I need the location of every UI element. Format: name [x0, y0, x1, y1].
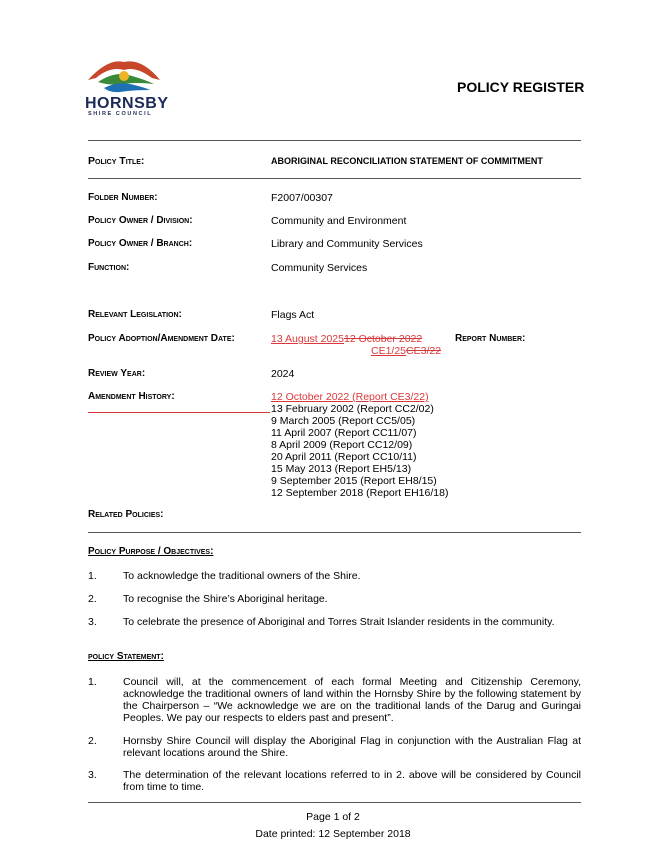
report-number [371, 345, 441, 357]
statement-num: 3. [88, 769, 97, 781]
statement-text: The determination of the relevant locations referred to in 2. above will be considered by Council from time to time. [123, 769, 581, 793]
policy-title-label: Policy Title: [88, 155, 145, 167]
legislation-value: Flags Act [271, 309, 315, 321]
council-logo [84, 56, 169, 118]
logo-name: HORNSBY [85, 95, 169, 112]
statement-heading: policy Statement: [88, 651, 164, 662]
history-list [271, 403, 448, 499]
rule-related [88, 532, 581, 533]
report-new: CE1/25 [371, 345, 407, 357]
page-number: Page 1 of 2 [306, 811, 360, 823]
related-label: Related Policies: [88, 509, 164, 520]
division-label: Policy Owner / Division: [88, 215, 193, 226]
history-entry: 13 February 2002 (Report CC2/02) [271, 403, 434, 415]
history-added-entry: 12 October 2022 (Report CE3/22) [271, 391, 429, 403]
rule-footer [88, 802, 581, 803]
rule-top [88, 140, 581, 141]
logo-subtitle: SHIRE COUNCIL [88, 111, 153, 117]
statement-num: 1. [88, 676, 97, 688]
purpose-text: To celebrate the presence of Aboriginal and Torres Strait Islander residents in the community. [123, 616, 555, 628]
history-entry: 15 May 2013 (Report EH5/13) [271, 463, 412, 475]
branch-label: Policy Owner / Branch: [88, 238, 193, 249]
review-label: Review Year: [88, 368, 146, 379]
statement-num: 2. [88, 735, 97, 747]
statement-text: Hornsby Shire Council will display the Aboriginal Flag in conjunction with the Australian Flag at relevant locations around the Shire. [123, 735, 581, 759]
history-entry: 12 September 2018 (Report EH16/18) [271, 487, 449, 499]
legislation-label: Relevant Legislation: [88, 309, 182, 320]
hornsby-logo-mark [86, 56, 162, 98]
purpose-num: 1. [88, 570, 97, 582]
date-printed: Date printed: 12 September 2018 [255, 828, 411, 840]
history-underline [88, 412, 270, 413]
history-entry: 9 September 2015 (Report EH8/15) [271, 475, 437, 487]
adoption-old-date: 12 October 2022 [343, 333, 423, 345]
policy-title-value: ABORIGINAL RECONCILIATION STATEMENT OF COMMITMENT [271, 156, 543, 166]
purpose-num: 2. [88, 593, 97, 605]
statement-text: Council will, at the commencement of each formal Meeting and Citizenship Ceremony, acknowledge the traditional owners of land within the Hornsby Shire by the following statement by the Chairperson – “We acknowledge we are on the traditional lands of the Darug and Guringai Peoples. We pay our respects to elders past and present”. [123, 676, 581, 724]
history-entry: 9 March 2005 (Report CC5/05) [271, 415, 416, 427]
function-value: Community Services [271, 262, 368, 274]
history-entry: 8 April 2009 (Report CC12/09) [271, 439, 413, 451]
purpose-text: To acknowledge the traditional owners of the Shire. [123, 570, 361, 582]
rule-title [88, 178, 581, 179]
review-value: 2024 [271, 368, 295, 380]
division-value: Community and Environment [271, 215, 407, 227]
purpose-num: 3. [88, 616, 97, 628]
folder-value: F2007/00307 [271, 192, 333, 204]
report-number-label: Report Number: [455, 333, 526, 344]
adoption-new-date: 13 August 2025 [271, 333, 344, 345]
register-title: POLICY REGISTER [457, 79, 585, 95]
function-label: Function: [88, 262, 130, 273]
history-label: Amendment History: [88, 391, 175, 402]
adoption-label: Policy Adoption/Amendment Date: [88, 333, 235, 344]
history-entry: 11 April 2007 (Report CC11/07) [271, 427, 417, 439]
purpose-text: To recognise the Shire’s Aboriginal heritage. [123, 593, 328, 605]
report-old: CE3/22 [406, 345, 442, 357]
adoption-date [271, 333, 422, 345]
purpose-heading: Policy Purpose / Objectives: [88, 546, 214, 557]
history-entry: 20 April 2011 (Report CC10/11) [271, 451, 417, 463]
branch-value: Library and Community Services [271, 238, 423, 250]
folder-label: Folder Number: [88, 192, 158, 203]
